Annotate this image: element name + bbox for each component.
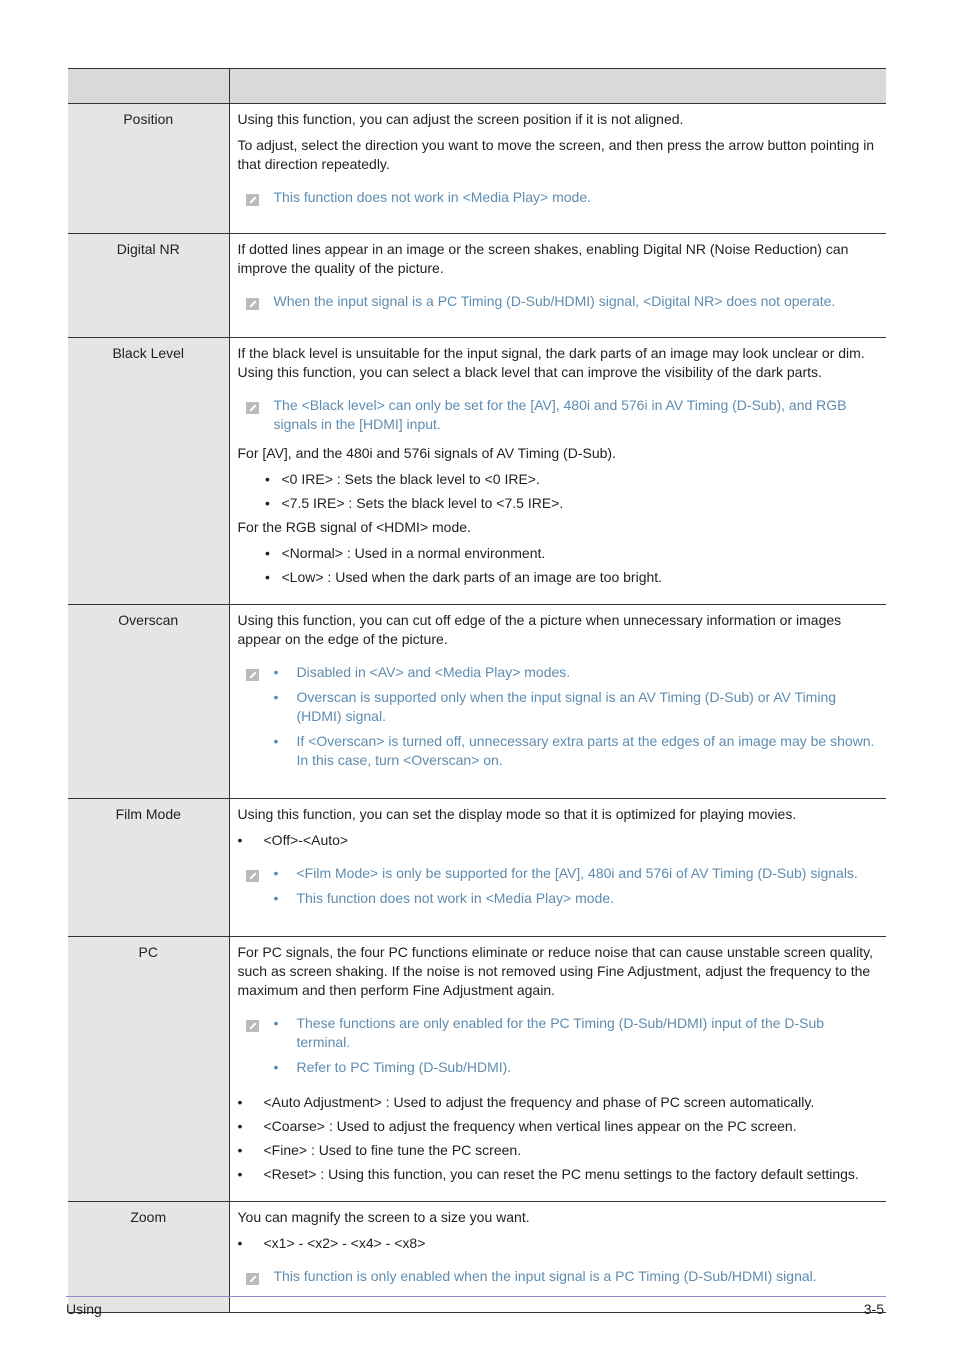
note-item (274, 1058, 879, 1077)
note-text: The <Black level> can only be set for the [AV], 480i and 576i in AV Timing (D-Sub), and RGB signals in the [HDMI] input. (273, 397, 847, 432)
bullet: • (237, 1118, 243, 1134)
bullet: • (273, 733, 279, 749)
description-text: For [AV], and the 480i and 576i signals of AV Timing (D-Sub). (237, 445, 616, 461)
bullet: • (265, 545, 270, 561)
table-row-overscan (68, 605, 886, 799)
bullet: • (237, 1094, 243, 1110)
list-item (238, 1141, 879, 1160)
note-item (274, 1014, 879, 1052)
bullet: • (265, 569, 270, 585)
footer-section-title: Using (66, 1301, 102, 1317)
description-text: For the RGB signal of <HDMI> mode. (237, 519, 471, 535)
list-item-text: <Coarse> : Used to adjust the frequency when vertical lines appear on the PC screen. (263, 1118, 797, 1134)
note (238, 1014, 879, 1083)
bullet: • (273, 1059, 279, 1075)
bullet: • (265, 471, 270, 487)
bullet: • (237, 1142, 243, 1158)
table-row-pc (68, 937, 886, 1202)
list-item (238, 831, 879, 850)
row-description (229, 338, 886, 605)
note-pencil-icon (238, 864, 274, 914)
description-text: Using this function, you can set the display mode so that it is optimized for playing movies. (237, 806, 797, 822)
footer-page-number: 3-5 (863, 1301, 884, 1317)
note-pencil-icon (238, 663, 274, 776)
list-item-text: <Low> : Used when the dark parts of an image are too bright. (281, 569, 663, 585)
note (238, 292, 879, 315)
list-item (238, 544, 879, 563)
list-item-text: <Normal> : Used in a normal environment. (281, 545, 546, 561)
description-text: If dotted lines appear in an image or the screen shakes, enabling Digital NR (Noise Reduction) can improve the quality of the picture. (237, 241, 849, 276)
description-text: If the black level is unsuitable for the input signal, the dark parts of an image may look unclear or dim. Using this function, you can select a black level that can improve the visibility of the dark parts. (237, 345, 865, 380)
note-list (274, 864, 879, 914)
row-label: PC (68, 937, 229, 1202)
list-item-text: <x1> - <x2> - <x4> - <x8> (263, 1235, 426, 1251)
note-item-text: This function does not work in <Media Play> mode. (296, 890, 615, 906)
list-item-text: <Fine> : Used to fine tune the PC screen. (263, 1142, 522, 1158)
note (238, 1267, 879, 1290)
note-pencil-icon (238, 396, 274, 434)
note (238, 864, 879, 914)
note-item (274, 663, 879, 682)
bullet: • (273, 865, 279, 881)
list-item-text: <Auto Adjustment> : Used to adjust the frequency and phase of PC screen automatically. (263, 1094, 815, 1110)
list-item-text: <Off>-<Auto> (263, 832, 349, 848)
note-item-text: If <Overscan> is turned off, unnecessary extra parts at the edges of an image may be shown. In this case, turn <Overscan> on. (296, 733, 875, 768)
note-list (274, 663, 879, 776)
footer-divider (66, 1296, 886, 1297)
note-text: This function is only enabled when the input signal is a PC Timing (D-Sub/HDMI) signal. (273, 1268, 817, 1284)
list-item (238, 470, 879, 489)
row-label: Film Mode (68, 799, 229, 937)
bullet: • (265, 495, 270, 511)
row-description (229, 799, 886, 937)
list-item (238, 568, 879, 587)
note-item-text: Refer to PC Timing (D-Sub/HDMI). (296, 1059, 512, 1075)
list-item (238, 1093, 879, 1112)
table-row-black-level (68, 338, 886, 605)
row-label: Digital NR (68, 234, 229, 338)
list-item (238, 1234, 879, 1253)
description-text: For PC signals, the four PC functions eliminate or reduce noise that can cause unstable screen quality, such as screen shaking. If the noise is not removed using Fine Adjustment, adjust the frequency to the maximum and then perform Fine Adjustment again. (237, 944, 874, 998)
note-item-text: Overscan is supported only when the input signal is an AV Timing (D-Sub) or AV Timing (HDMI) signal. (296, 689, 837, 724)
note-item (274, 688, 879, 726)
note-item (274, 889, 879, 908)
list-item (238, 494, 879, 513)
note-pencil-icon (238, 1267, 274, 1290)
list-item-text: <7.5 IRE> : Sets the black level to <7.5 IRE>. (281, 495, 564, 511)
row-label: Position (68, 104, 229, 234)
description-text: You can magnify the screen to a size you want. (237, 1209, 530, 1225)
note-pencil-icon (238, 292, 274, 315)
row-label: Zoom (68, 1202, 229, 1313)
row-description (229, 605, 886, 799)
table-row-film-mode (68, 799, 886, 937)
header-cell-name (68, 69, 229, 104)
note-item-text: Disabled in <AV> and <Media Play> modes. (296, 664, 571, 680)
description-text: Using this function, you can cut off edge of the a picture when unnecessary information or images appear on the edge of the picture. (237, 612, 842, 647)
note (238, 663, 879, 776)
list-item (238, 1117, 879, 1136)
table-header-row (68, 69, 886, 104)
note-item-text: These functions are only enabled for the PC Timing (D-Sub/HDMI) input of the D-Sub terminal. (296, 1015, 825, 1050)
settings-table (68, 68, 886, 1313)
note-item (274, 732, 879, 770)
row-description (229, 234, 886, 338)
note (238, 188, 879, 211)
row-description (229, 104, 886, 234)
description-text: To adjust, select the direction you want to move the screen, and then press the arrow button pointing in that direction repeatedly. (237, 137, 875, 172)
note-text: This function does not work in <Media Play> mode. (273, 189, 592, 205)
list-item (238, 1165, 879, 1184)
note-list (274, 1014, 879, 1083)
note-item-text: <Film Mode> is only be supported for the [AV], 480i and 576i of AV Timing (D-Sub) signals. (296, 865, 858, 881)
row-label: Overscan (68, 605, 229, 799)
description-text: Using this function, you can adjust the screen position if it is not aligned. (237, 111, 684, 127)
bullet: • (273, 890, 279, 906)
bullet: • (237, 1235, 243, 1251)
note-pencil-icon (238, 188, 274, 211)
table-row-digital-nr (68, 234, 886, 338)
table-row-position (68, 104, 886, 234)
note-item (274, 864, 879, 883)
list-item-text: <Reset> : Using this function, you can reset the PC menu settings to the factory default settings. (263, 1166, 859, 1182)
bullet: • (273, 664, 279, 680)
list-item-text: <0 IRE> : Sets the black level to <0 IRE>. (281, 471, 540, 487)
row-label: Black Level (68, 338, 229, 605)
row-description (229, 937, 886, 1202)
header-cell-description (229, 69, 886, 104)
bullet: • (273, 1015, 279, 1031)
bullet: • (273, 689, 279, 705)
note-pencil-icon (238, 1014, 274, 1083)
note (238, 396, 879, 434)
note-text: When the input signal is a PC Timing (D-Sub/HDMI) signal, <Digital NR> does not operate. (273, 293, 836, 309)
bullet: • (237, 832, 243, 848)
bullet: • (237, 1166, 243, 1182)
